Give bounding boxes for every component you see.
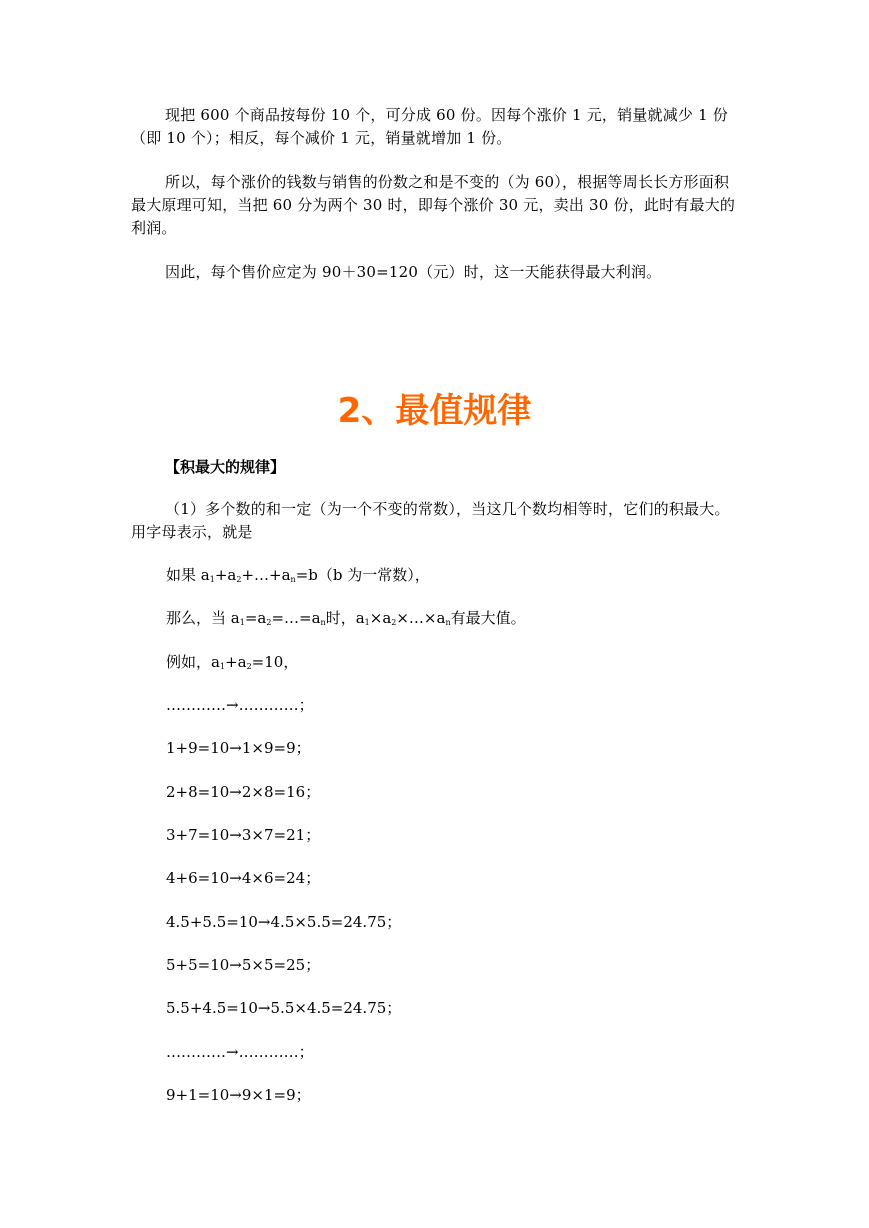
example-expression: $a_1+a_2$ [211, 653, 252, 671]
formula-if-line [166, 564, 430, 591]
example-line: 5+5=10→5×5=25； [166, 956, 321, 974]
example-line: …………→…………； [166, 1043, 314, 1061]
example-line: 5.5+4.5=10→5.5×4.5=24.75； [166, 999, 402, 1017]
formula-then-prefix: 那么，当 [166, 609, 231, 627]
formula-if-suffix: （b 为一常数）， [317, 566, 430, 584]
formula-product: $a_1\times a_2\times\dots\times a_n$ [355, 609, 451, 627]
section-title: 2、最值规律 [337, 391, 532, 431]
formula-if-prefix: 如果 [166, 566, 201, 584]
example-line: …………→…………； [166, 696, 314, 714]
example-intro-line [166, 651, 298, 678]
formula-then-mid: 时， [325, 609, 356, 627]
example-line: 4+6=10→4×6=24； [166, 869, 321, 887]
example-suffix: =10， [251, 653, 299, 671]
example-line: 4.5+5.5=10→4.5×5.5=24.75； [166, 913, 402, 931]
example-line: 1+9=10→1×9=9； [166, 739, 311, 757]
formula-if-expression: $a_1+a_2+\dots+a_n=b$ [200, 566, 318, 584]
paragraph-grouping: 现把 600 个商品按每份 10 个，可分成 60 份。因每个涨价 1 元，销量就减少 1 份（即 10 个）；相反，每个减价 1 元，销量就增加 1 份。 [131, 106, 728, 147]
rule-paragraph: （1）多个数的和一定（为一个不变的常数），当这几个数均相等时，它们的积最大。用字母表示，就是 [131, 500, 730, 541]
paragraph-conclusion: 因此，每个售价应定为 90＋30=120（元）时，这一天能获得最大利润。 [165, 263, 662, 281]
section-subtitle: 【积最大的规律】 [165, 458, 286, 476]
example-line: 3+7=10→3×7=21； [166, 826, 321, 844]
formula-then-line [166, 607, 526, 634]
formula-then-suffix: 有最大值。 [450, 609, 526, 627]
example-prefix: 例如， [166, 653, 212, 671]
example-line: 9+1=10→9×1=9； [166, 1086, 311, 1104]
example-line: 2+8=10→2×8=16； [166, 783, 321, 801]
formula-equal-condition: $a_1=a_2=\dots=a_n$ [230, 609, 326, 627]
paragraph-reasoning: 所以，每个涨价的钱数与销售的份数之和是不变的（为 60），根据等周长长方形面积最大原理可知，当把 60 分为两个 30 时，即每个涨价 30 元，卖出 30 份，此时有最大的利润。 [131, 173, 736, 237]
